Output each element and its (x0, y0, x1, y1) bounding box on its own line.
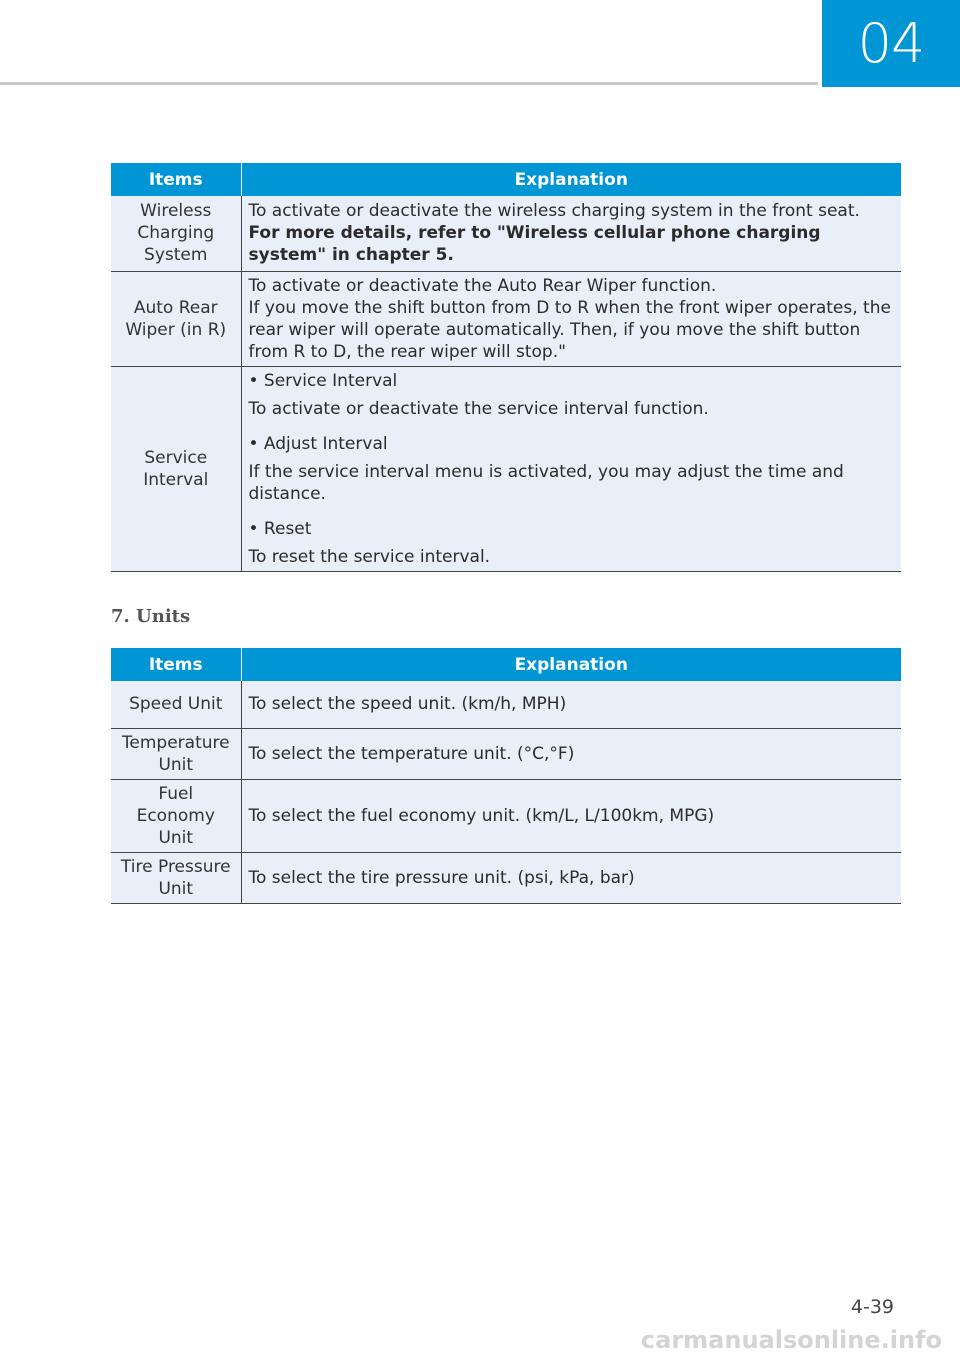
row-explanation (241, 366, 901, 571)
row-item-label: Service Interval (111, 366, 241, 571)
chapter-tab: 04 (822, 0, 960, 87)
table-row (111, 852, 901, 903)
table-row (111, 366, 901, 571)
items-header: Items (111, 163, 241, 196)
table-header-row (111, 163, 901, 196)
explanation-header: Explanation (241, 163, 901, 196)
row-item-label: Temperature Unit (111, 728, 241, 779)
header-rule (0, 82, 818, 85)
row-item-label: Wireless Charging System (111, 196, 241, 271)
explanation-header: Explanation (241, 648, 901, 681)
sub-item-text: To reset the service interval. (248, 546, 491, 567)
settings-table (111, 163, 901, 572)
sub-item-bullet: • Reset (248, 518, 312, 539)
row-explanation: To select the temperature unit. (°C,°F) (241, 728, 901, 779)
row-item-label: Speed Unit (111, 681, 241, 728)
row-item-label: Auto Rear Wiper (in R) (111, 271, 241, 366)
table-row (111, 681, 901, 728)
items-header: Items (111, 648, 241, 681)
row-explanation: To select the speed unit. (km/h, MPH) (241, 681, 901, 728)
row-explanation: To select the fuel economy unit. (km/L, L/100km, MPG) (241, 779, 901, 852)
table-row (111, 271, 901, 366)
table-row (111, 196, 901, 271)
row-item-label: Tire Pressure Unit (111, 852, 241, 903)
table-row (111, 779, 901, 852)
section-title: 7. Units (111, 606, 191, 627)
table-header-row (111, 648, 901, 681)
row-explanation: To select the tire pressure unit. (psi, kPa, bar) (241, 852, 901, 903)
table-row (111, 728, 901, 779)
sub-item-text: To activate or deactivate the service interval function. (248, 398, 709, 419)
page-number: 4-39 (850, 1296, 894, 1318)
row-item-label: Fuel Economy Unit (111, 779, 241, 852)
sub-item-bullet: • Service Interval (248, 370, 398, 391)
watermark: carmanualsonline.info (640, 1326, 942, 1354)
row-explanation: To activate or deactivate the wireless charging system in the front seat. For more details, refer to "Wireless cellular phone charging system" in chapter 5. (241, 196, 901, 271)
row-explanation: To activate or deactivate the Auto Rear Wiper function. If you move the shift button from D to R when the front wiper operates, the rear wiper will operate automatically. Then, if you move the shift button from R to D, the rear wiper will stop." (241, 271, 901, 366)
units-table (111, 648, 901, 904)
sub-item-text: If the service interval menu is activated, you may adjust the time and distance. (248, 461, 844, 504)
sub-item-bullet: • Adjust Interval (248, 433, 388, 454)
